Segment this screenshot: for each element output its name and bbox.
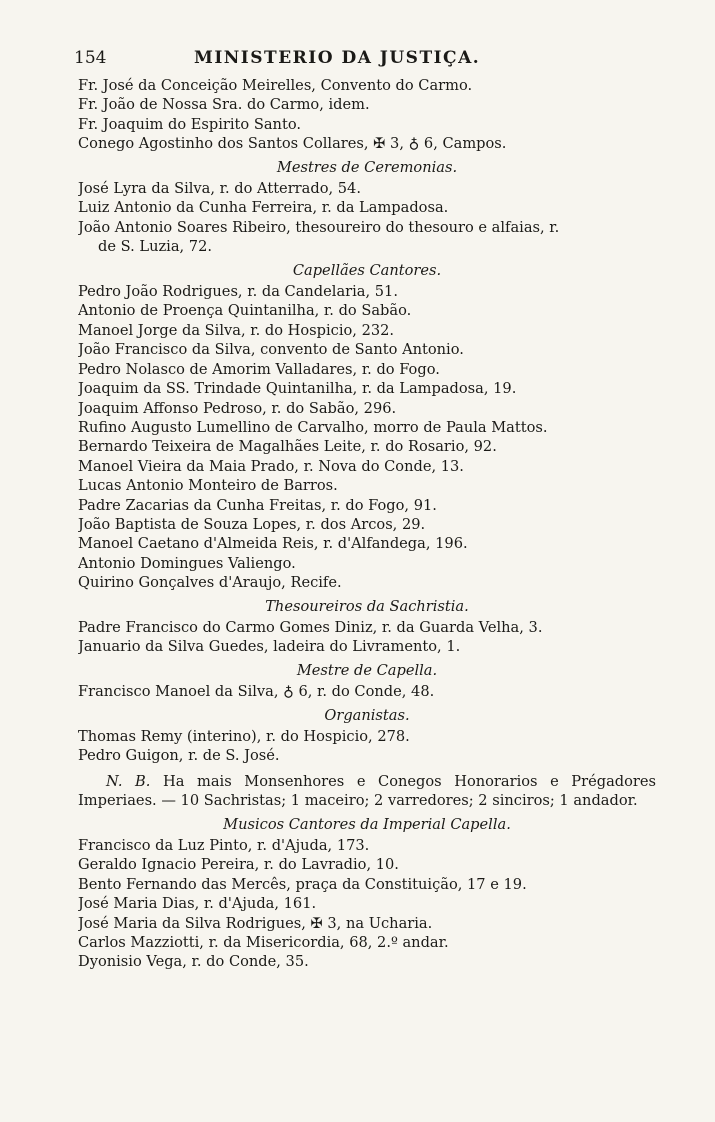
nota-bene [78, 772, 656, 811]
list-item: Januario da Silva Guedes, ladeira do Livramento, 1. [78, 638, 461, 656]
list-item: Fr. João de Nossa Sra. do Carmo, idem. [78, 96, 370, 114]
section-heading-musicos: Musicos Cantores da Imperial Capella. [223, 815, 511, 833]
list-item: Manoel Jorge da Silva, r. do Hospicio, 232. [78, 321, 395, 339]
list-item: Quirino Gonçalves d'Araujo, Recife. [78, 574, 342, 592]
list-item: Luiz Antonio da Cunha Ferreira, r. da Lampadosa. [78, 199, 449, 217]
list-item: Manoel Caetano d'Almeida Reis, r. d'Alfandega, 196. [78, 535, 468, 553]
list-item: Thomas Remy (interino), r. do Hospicio, 278. [78, 728, 410, 745]
nota-bene-text: Ha mais Monsenhores e Conegos Honorarios e Prégadores Imperiaes. — 10 Sachristas; 1 maceiro; 2 varredores; 2 sinciros; 1 andador. [78, 772, 657, 810]
list-item: Francisco Manoel da Silva, ♁ 6, r. do Conde, 48. [78, 683, 435, 701]
list-item: Geraldo Ignacio Pereira, r. do Lavradio, 10. [78, 856, 399, 874]
page-body [78, 76, 656, 972]
organistas-list [78, 727, 656, 766]
nota-bene-label: N. B. [106, 772, 151, 790]
list-item: Antonio Domingues Valiengo. [78, 554, 296, 572]
list-item-continuation: de S. Luzia, 72. [98, 238, 213, 256]
mestre-capella-list [78, 682, 656, 701]
list-item: Joaquim Affonso Pedroso, r. do Sabão, 296. [78, 399, 397, 417]
section-heading-capellaes: Capellães Cantores. [292, 261, 442, 279]
list-item: Francisco da Luz Pinto, r. d'Ajuda, 173. [78, 837, 370, 855]
section-heading-mestre-capella: Mestre de Capella. [296, 661, 438, 679]
section-heading-thesoureiros: Thesoureiros da Sachristia. [265, 597, 469, 615]
section-heading-organistas: Organistas. [324, 706, 410, 724]
page-header [74, 46, 654, 70]
list-item: João Antonio Soares Ribeiro, thesoureiro do thesouro e alfaias, r. [78, 218, 560, 236]
list-item: José Lyra da Silva, r. do Atterrado, 54. [78, 180, 361, 198]
running-head: MINISTERIO DA JUSTIÇA. [194, 48, 481, 68]
thesoureiros-list [78, 618, 656, 657]
list-item: João Baptista de Souza Lopes, r. dos Arcos, 29. [78, 515, 426, 533]
list-item: Padre Francisco do Carmo Gomes Diniz, r. da Guarda Velha, 3. [78, 618, 543, 636]
list-item: José Maria da Silva Rodrigues, ✠ 3, na Ucharia. [78, 914, 433, 932]
list-item: Joaquim da SS. Trindade Quintanilha, r. da Lampadosa, 19. [78, 380, 517, 398]
section-heading-mestres: Mestres de Ceremonias. [276, 158, 458, 176]
list-item: Pedro Nolasco de Amorim Valladares, r. do Fogo. [78, 360, 440, 378]
list-item: Antonio de Proença Quintanilha, r. do Sabão. [78, 302, 412, 320]
list-item: Lucas Antonio Monteiro de Barros. [78, 477, 338, 495]
list-item: Carlos Mazziotti, r. da Misericordia, 68, 2.º andar. [78, 934, 449, 952]
list-item: Dyonisio Vega, r. do Conde, 35. [78, 953, 309, 971]
list-item: João Francisco da Silva, convento de Santo Antonio. [78, 341, 464, 359]
list-item: Pedro João Rodrigues, r. da Candelaria, 51. [78, 283, 398, 301]
list-item: Bento Fernando das Mercês, praça da Constituição, 17 e 19. [78, 875, 527, 893]
list-item: Manoel Vieira da Maia Prado, r. Nova do Conde, 13. [78, 457, 464, 475]
musicos-list [78, 836, 656, 972]
page-number: 154 [74, 48, 107, 68]
list-item: Bernardo Teixeira de Magalhães Leite, r. do Rosario, 92. [78, 438, 497, 456]
list-item: José Maria Dias, r. d'Ajuda, 161. [78, 895, 317, 913]
list-item: Rufino Augusto Lumellino de Carvalho, morro de Paula Mattos. [78, 418, 548, 436]
list-item: Conego Agostinho dos Santos Collares, ✠ 3, ♁ 6, Campos. [78, 135, 507, 153]
mestres-list [78, 179, 656, 257]
capellaes-list [78, 282, 656, 593]
list-item: Pedro Guigon, r. de S. José. [78, 747, 280, 765]
list-item: Padre Zacarias da Cunha Freitas, r. do Fogo, 91. [78, 496, 437, 514]
clergy-list [78, 76, 656, 154]
list-item: Fr. José da Conceição Meirelles, Convento do Carmo. [78, 77, 473, 94]
list-item: Fr. Joaquim do Espirito Santo. [78, 115, 301, 133]
